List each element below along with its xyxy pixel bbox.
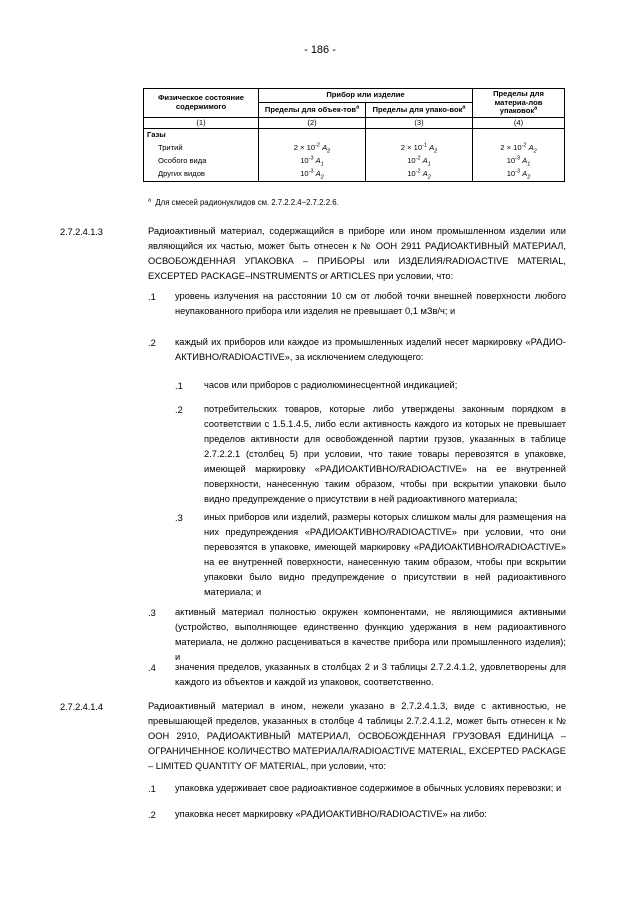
- section-number: 2.7.2.4.1.4: [60, 702, 103, 712]
- item-3-text: активный материал полностью окружен компонентами, не являющимися активными (устройство, выполняющее единственно функцию удержания в нем радиоактивного материала, не должно расцениваться в качестве прибора или промышленного изделия); и: [175, 607, 566, 662]
- table-row: Особого вида $10^{-3}$ $A_1$ $10^{-2}$ $A_1$ $10^{-3}$ $A_1$: [144, 155, 565, 168]
- table-footnote: $^a$ Для смесей радионуклидов см. 2.7.2.2.4−2.7.2.2.6.: [148, 197, 339, 207]
- subitem-1-text: часов или приборов с радиолюминесцентной индикацией;: [204, 380, 458, 390]
- header-physical-state: Физическое состояние содержимого: [144, 89, 259, 118]
- section-2-item-1-text: упаковка удерживает свое радиоактивное содержимое в обычных условиях перевозки; и: [175, 783, 562, 793]
- header-item-limits: Пределы для объек-тов$^a$: [259, 103, 366, 117]
- col-number: (4): [473, 117, 565, 129]
- col-number: (1): [144, 117, 259, 129]
- section-intro: Радиоактивный материал в ином, нежели указано в 2.7.2.4.1.3, виде с активностью, не превышающей пределов, указанных в столбце 4 таблицы 2.7.2.4.1.2, может быть отнесен к № ООН 2910, РАДИОАКТИВНЫЙ МАТЕРИАЛ, ОСВОБОЖДЕННАЯ ГРУЗОВАЯ ЕДИНИЦА – ОГРАНИЧЕННОЕ КОЛИЧЕСТВО МАТЕРИАЛА/RADIOACTIVE MATERIAL, EXCEPTED PACKAGE – LIMITED QUANTITY OF MATERIAL, при условии, что:: [148, 701, 566, 771]
- page-number: - 186 -: [304, 44, 336, 56]
- subitem-number: .2: [175, 405, 183, 415]
- item-number: .4: [148, 663, 156, 673]
- col-number: (3): [366, 117, 473, 129]
- section-2-item-2-text: упаковка несет маркировку «РАДИОАКТИВНО/RADIOACTIVE» на либо:: [175, 809, 487, 819]
- subitem-number: .1: [175, 381, 183, 391]
- item-4-text: значения пределов, указанных в столбцах 2 и 3 таблицы 2.7.2.4.1.2, удовлетворены для каждого из объектов и каждой из упаковок, соответственно.: [175, 662, 566, 687]
- subitem-3-text: иных приборов или изделий, размеры которых слишком малы для размещения на них предупреждения «РАДИОАКТИВНО/RADIOACTIVE» при условии, что они перевозятся в упаковке, имеющей маркировку «РАДИОАКТИВНО/RADIOACTIVE» на ее внутренней поверхности, нанесенную таким образом, чтобы при вскрытии упаковки было видно предупреждение о присутствии в ней радиоактивного материала; и: [204, 512, 566, 597]
- header-package-limits: Пределы для упако-вок$^a$: [366, 103, 473, 117]
- header-device-group: Прибор или изделие: [259, 89, 473, 103]
- item-number: .1: [148, 292, 156, 302]
- item-2-text: каждый их приборов или каждое из промышленных изделий несет маркировку «РАДИО-АКТИВНО/RADIOACTIVE», за исключением следующего:: [175, 337, 566, 362]
- item-number: .2: [148, 810, 156, 820]
- item-number: .1: [148, 784, 156, 794]
- subitem-2-text: потребительских товаров, которые либо утверждены законным порядком в соответствии с 1.5.1.4.5, либо если активность каждого из которых не превышает пределов активности для освобожденной партии грузов, указанных в таблице 2.7.2.2.1 (столбец 5) при условии, что такие товары перевозятся в упаковке, имеющей маркировку «РАДИОАКТИВНО/RADIOACTIVE» на ее внутренней поверхности, нанесенную таким образом, чтобы при вскрытии упаковки было видно предупреждение о присутствии в ней радиоактивного материала;: [204, 404, 566, 504]
- item-1-text: уровень излучения на расстоянии 10 см от любой точки внешней поверхности любого неупакованного прибора или изделия не превышает 0,1 мЗв/ч; и: [175, 291, 566, 316]
- table-row: Тритий $2 \times 10^{-2}$ $A_2$ $2 \times 10^{-1}$ $A_2$ $2 \times 10^{-2}$ $A_2$: [144, 142, 565, 155]
- item-number: .2: [148, 338, 156, 348]
- col-number: (2): [259, 117, 366, 129]
- limits-table: [143, 88, 565, 182]
- section-number: 2.7.2.4.1.3: [60, 227, 103, 237]
- gas-label: Газы: [144, 129, 259, 143]
- section-intro: Радиоактивный материал, содержащийся в приборе или ином промышленном изделии или являющийся их частью, может быть отнесен к № ООН 2911 РАДИОАКТИВНЫЙ МАТЕРИАЛ, ОСВОБОЖДЕННАЯ УПАКОВКА – ПРИБОРЫ или ИЗДЕЛИЯ/RADIOACTIVE MATERIAL, EXCEPTED PACKAGE–INSTRUMENTS or ARTICLES при условии, что:: [148, 226, 566, 281]
- subitem-number: .3: [175, 513, 183, 523]
- item-number: .3: [148, 608, 156, 618]
- table-row: Других видов $10^{-3}$ $A_2$ $10^{-2}$ $A_2$ $10^{-3}$ $A_2$: [144, 168, 565, 182]
- header-materials-limits: Пределы для материа-лов упаковок$^a$: [473, 89, 565, 118]
